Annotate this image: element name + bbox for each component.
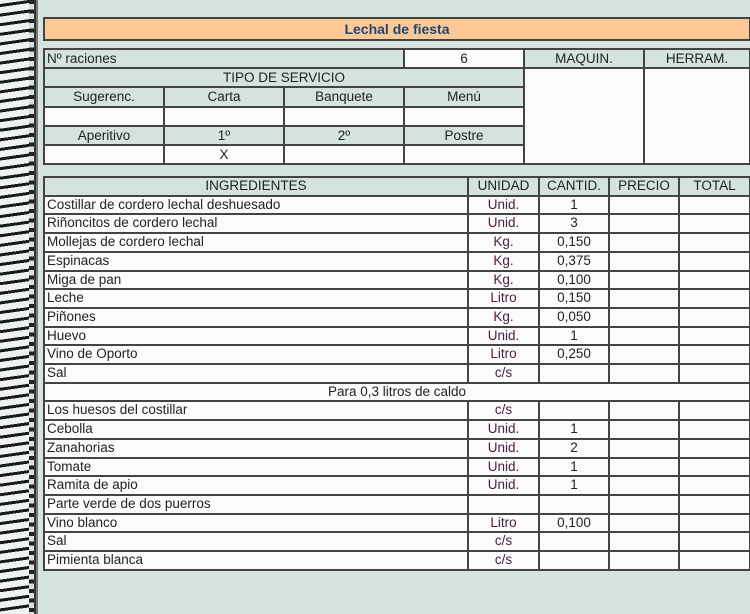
tipo-servicio-label: TIPO DE SERVICIO: [44, 68, 524, 87]
col-header-ingredientes: INGREDIENTES: [44, 177, 468, 196]
ingredient-total[interactable]: [679, 420, 750, 439]
ingredients-table: [43, 176, 750, 571]
ingredient-qty[interactable]: 0,250: [539, 345, 609, 364]
ingredient-name[interactable]: Costillar de cordero lechal deshuesado: [44, 196, 468, 215]
table-row: [44, 308, 750, 327]
ingredient-unit[interactable]: Unid.: [468, 214, 539, 233]
ingredient-name[interactable]: Sal: [44, 364, 468, 383]
recipe-sheet: [36, 0, 750, 614]
col-header-total: TOTAL: [679, 177, 750, 196]
ingredient-total[interactable]: [679, 514, 750, 533]
ingredient-qty[interactable]: 0,100: [539, 514, 609, 533]
service-aperitivo-label: Aperitivo: [44, 126, 164, 145]
ingredient-total[interactable]: [679, 233, 750, 252]
ingredient-qty[interactable]: 0,375: [539, 252, 609, 271]
ingredient-unit[interactable]: [468, 495, 539, 514]
table-row: [44, 196, 750, 215]
recipe-title: Lechal de fiesta: [43, 17, 750, 41]
section-row: [44, 383, 750, 402]
ingredient-price[interactable]: [609, 233, 679, 252]
table-row: [44, 252, 750, 271]
ingredient-total[interactable]: [679, 289, 750, 308]
ingredient-total[interactable]: [679, 458, 750, 477]
ingredient-unit[interactable]: Unid.: [468, 439, 539, 458]
table-row: [44, 401, 750, 420]
ingredient-qty[interactable]: [539, 495, 609, 514]
ingredient-qty[interactable]: 2: [539, 439, 609, 458]
ingredient-unit[interactable]: c/s: [468, 401, 539, 420]
ingredient-price[interactable]: [609, 495, 679, 514]
raciones-label: Nº raciones: [44, 49, 404, 68]
ingredient-total[interactable]: [679, 551, 750, 570]
ingredient-name[interactable]: Sal: [44, 532, 468, 551]
ingredient-total[interactable]: [679, 439, 750, 458]
ingredient-unit[interactable]: Unid.: [468, 420, 539, 439]
ingredient-total[interactable]: [679, 401, 750, 420]
raciones-value[interactable]: 6: [404, 49, 524, 68]
table-row: [44, 532, 750, 551]
ingredient-unit[interactable]: Unid.: [468, 327, 539, 346]
table-row: [44, 439, 750, 458]
ingredient-unit[interactable]: Kg.: [468, 233, 539, 252]
ingredient-qty[interactable]: [539, 364, 609, 383]
ingredient-unit[interactable]: Kg.: [468, 271, 539, 290]
ingredient-name[interactable]: Tomate: [44, 458, 468, 477]
ingredient-total[interactable]: [679, 476, 750, 495]
service-info-table: [43, 48, 750, 165]
ingredient-qty[interactable]: [539, 551, 609, 570]
ingredient-name[interactable]: Mollejas de cordero lechal: [44, 233, 468, 252]
service-primero-label: 1º: [164, 126, 284, 145]
service-postre-label: Postre: [404, 126, 524, 145]
ingredient-price[interactable]: [609, 271, 679, 290]
service-segundo-label: 2º: [284, 126, 404, 145]
ingredient-unit[interactable]: c/s: [468, 532, 539, 551]
ingredient-price[interactable]: [609, 214, 679, 233]
ingredient-total[interactable]: [679, 495, 750, 514]
ingredient-total[interactable]: [679, 345, 750, 364]
ingredient-total[interactable]: [679, 214, 750, 233]
ingredient-name[interactable]: Leche: [44, 289, 468, 308]
spiral-binding: [0, 0, 36, 614]
service-sugerenc-value[interactable]: [44, 107, 164, 126]
table-row: [44, 458, 750, 477]
ingredient-price[interactable]: [609, 439, 679, 458]
ingredient-name[interactable]: Huevo: [44, 327, 468, 346]
service-segundo-value[interactable]: [284, 145, 404, 164]
ingredient-unit[interactable]: Unid.: [468, 196, 539, 215]
ingredient-qty[interactable]: 1: [539, 458, 609, 477]
ingredient-qty[interactable]: 1: [539, 420, 609, 439]
ingredient-total[interactable]: [679, 196, 750, 215]
service-carta-label: Carta: [164, 87, 284, 106]
service-carta-value[interactable]: [164, 107, 284, 126]
ingredient-qty[interactable]: 1: [539, 196, 609, 215]
ingredient-unit[interactable]: Litro: [468, 289, 539, 308]
table-row: [44, 495, 750, 514]
ingredient-unit[interactable]: c/s: [468, 364, 539, 383]
ingredient-price[interactable]: [609, 420, 679, 439]
ingredient-price[interactable]: [609, 532, 679, 551]
table-row: [44, 420, 750, 439]
ingredients-body: [44, 196, 750, 570]
ingredient-unit[interactable]: Litro: [468, 514, 539, 533]
maquin-cell[interactable]: [524, 68, 644, 164]
ingredient-total[interactable]: [679, 252, 750, 271]
service-menu-value[interactable]: [404, 107, 524, 126]
ingredient-total[interactable]: [679, 532, 750, 551]
ingredient-total[interactable]: [679, 308, 750, 327]
ingredient-qty[interactable]: 0,100: [539, 271, 609, 290]
ingredient-unit[interactable]: Unid.: [468, 476, 539, 495]
ingredient-name[interactable]: Zanahorias: [44, 439, 468, 458]
ingredient-name[interactable]: Riñoncitos de cordero lechal: [44, 214, 468, 233]
ingredient-price[interactable]: [609, 476, 679, 495]
ingredient-unit[interactable]: c/s: [468, 551, 539, 570]
ingredient-unit[interactable]: Kg.: [468, 252, 539, 271]
ingredient-price[interactable]: [609, 345, 679, 364]
service-sugerenc-label: Sugerenc.: [44, 87, 164, 106]
table-row: [44, 271, 750, 290]
ingredient-price[interactable]: [609, 514, 679, 533]
ingredient-name[interactable]: Piñones: [44, 308, 468, 327]
col-header-precio: PRECIO: [609, 177, 679, 196]
ingredient-price[interactable]: [609, 364, 679, 383]
ingredient-price[interactable]: [609, 196, 679, 215]
table-row: [44, 289, 750, 308]
ingredient-price[interactable]: [609, 289, 679, 308]
ingredient-qty[interactable]: [539, 401, 609, 420]
table-row: [44, 345, 750, 364]
ingredient-name[interactable]: Vino blanco: [44, 514, 468, 533]
service-postre-value[interactable]: [404, 145, 524, 164]
ingredient-unit[interactable]: Kg.: [468, 308, 539, 327]
ingredient-unit[interactable]: Litro: [468, 345, 539, 364]
maquin-label: MAQUIN.: [524, 49, 644, 68]
table-row: [44, 327, 750, 346]
ingredient-name[interactable]: Ramita de apio: [44, 476, 468, 495]
ingredient-price[interactable]: [609, 327, 679, 346]
col-header-unidad: UNIDAD: [468, 177, 539, 196]
ingredient-total[interactable]: [679, 364, 750, 383]
ingredient-qty[interactable]: 1: [539, 327, 609, 346]
ingredient-price[interactable]: [609, 252, 679, 271]
table-row: [44, 514, 750, 533]
service-aperitivo-value[interactable]: [44, 145, 164, 164]
col-header-cantid: CANTID.: [539, 177, 609, 196]
ingredient-price[interactable]: [609, 308, 679, 327]
table-row: [44, 476, 750, 495]
ingredient-total[interactable]: [679, 327, 750, 346]
ingredient-name[interactable]: Vino de Oporto: [44, 345, 468, 364]
ingredient-qty[interactable]: 0,150: [539, 289, 609, 308]
service-menu-label: Menú: [404, 87, 524, 106]
ingredient-qty[interactable]: 0,050: [539, 308, 609, 327]
table-row: [44, 233, 750, 252]
table-row: [44, 551, 750, 570]
ingredient-qty[interactable]: 1: [539, 476, 609, 495]
service-primero-value[interactable]: X: [164, 145, 284, 164]
ingredient-name[interactable]: Los huesos del costillar: [44, 401, 468, 420]
ingredient-qty[interactable]: 3: [539, 214, 609, 233]
ingredient-name[interactable]: Miga de pan: [44, 271, 468, 290]
service-banquete-label: Banquete: [284, 87, 404, 106]
service-banquete-value[interactable]: [284, 107, 404, 126]
ingredient-total[interactable]: [679, 271, 750, 290]
section-label: Para 0,3 litros de caldo: [44, 383, 750, 402]
ingredient-name[interactable]: Pimienta blanca: [44, 551, 468, 570]
table-row: [44, 214, 750, 233]
ingredient-unit[interactable]: Unid.: [468, 458, 539, 477]
table-row: [44, 364, 750, 383]
ingredient-qty[interactable]: [539, 532, 609, 551]
ingredient-price[interactable]: [609, 458, 679, 477]
ingredient-name[interactable]: Parte verde de dos puerros: [44, 495, 468, 514]
ingredient-name[interactable]: Espinacas: [44, 252, 468, 271]
herram-label: HERRAM.: [644, 49, 750, 68]
herram-cell[interactable]: [644, 68, 750, 164]
ingredient-name[interactable]: Cebolla: [44, 420, 468, 439]
ingredient-qty[interactable]: 0,150: [539, 233, 609, 252]
ingredient-price[interactable]: [609, 551, 679, 570]
ingredient-price[interactable]: [609, 401, 679, 420]
